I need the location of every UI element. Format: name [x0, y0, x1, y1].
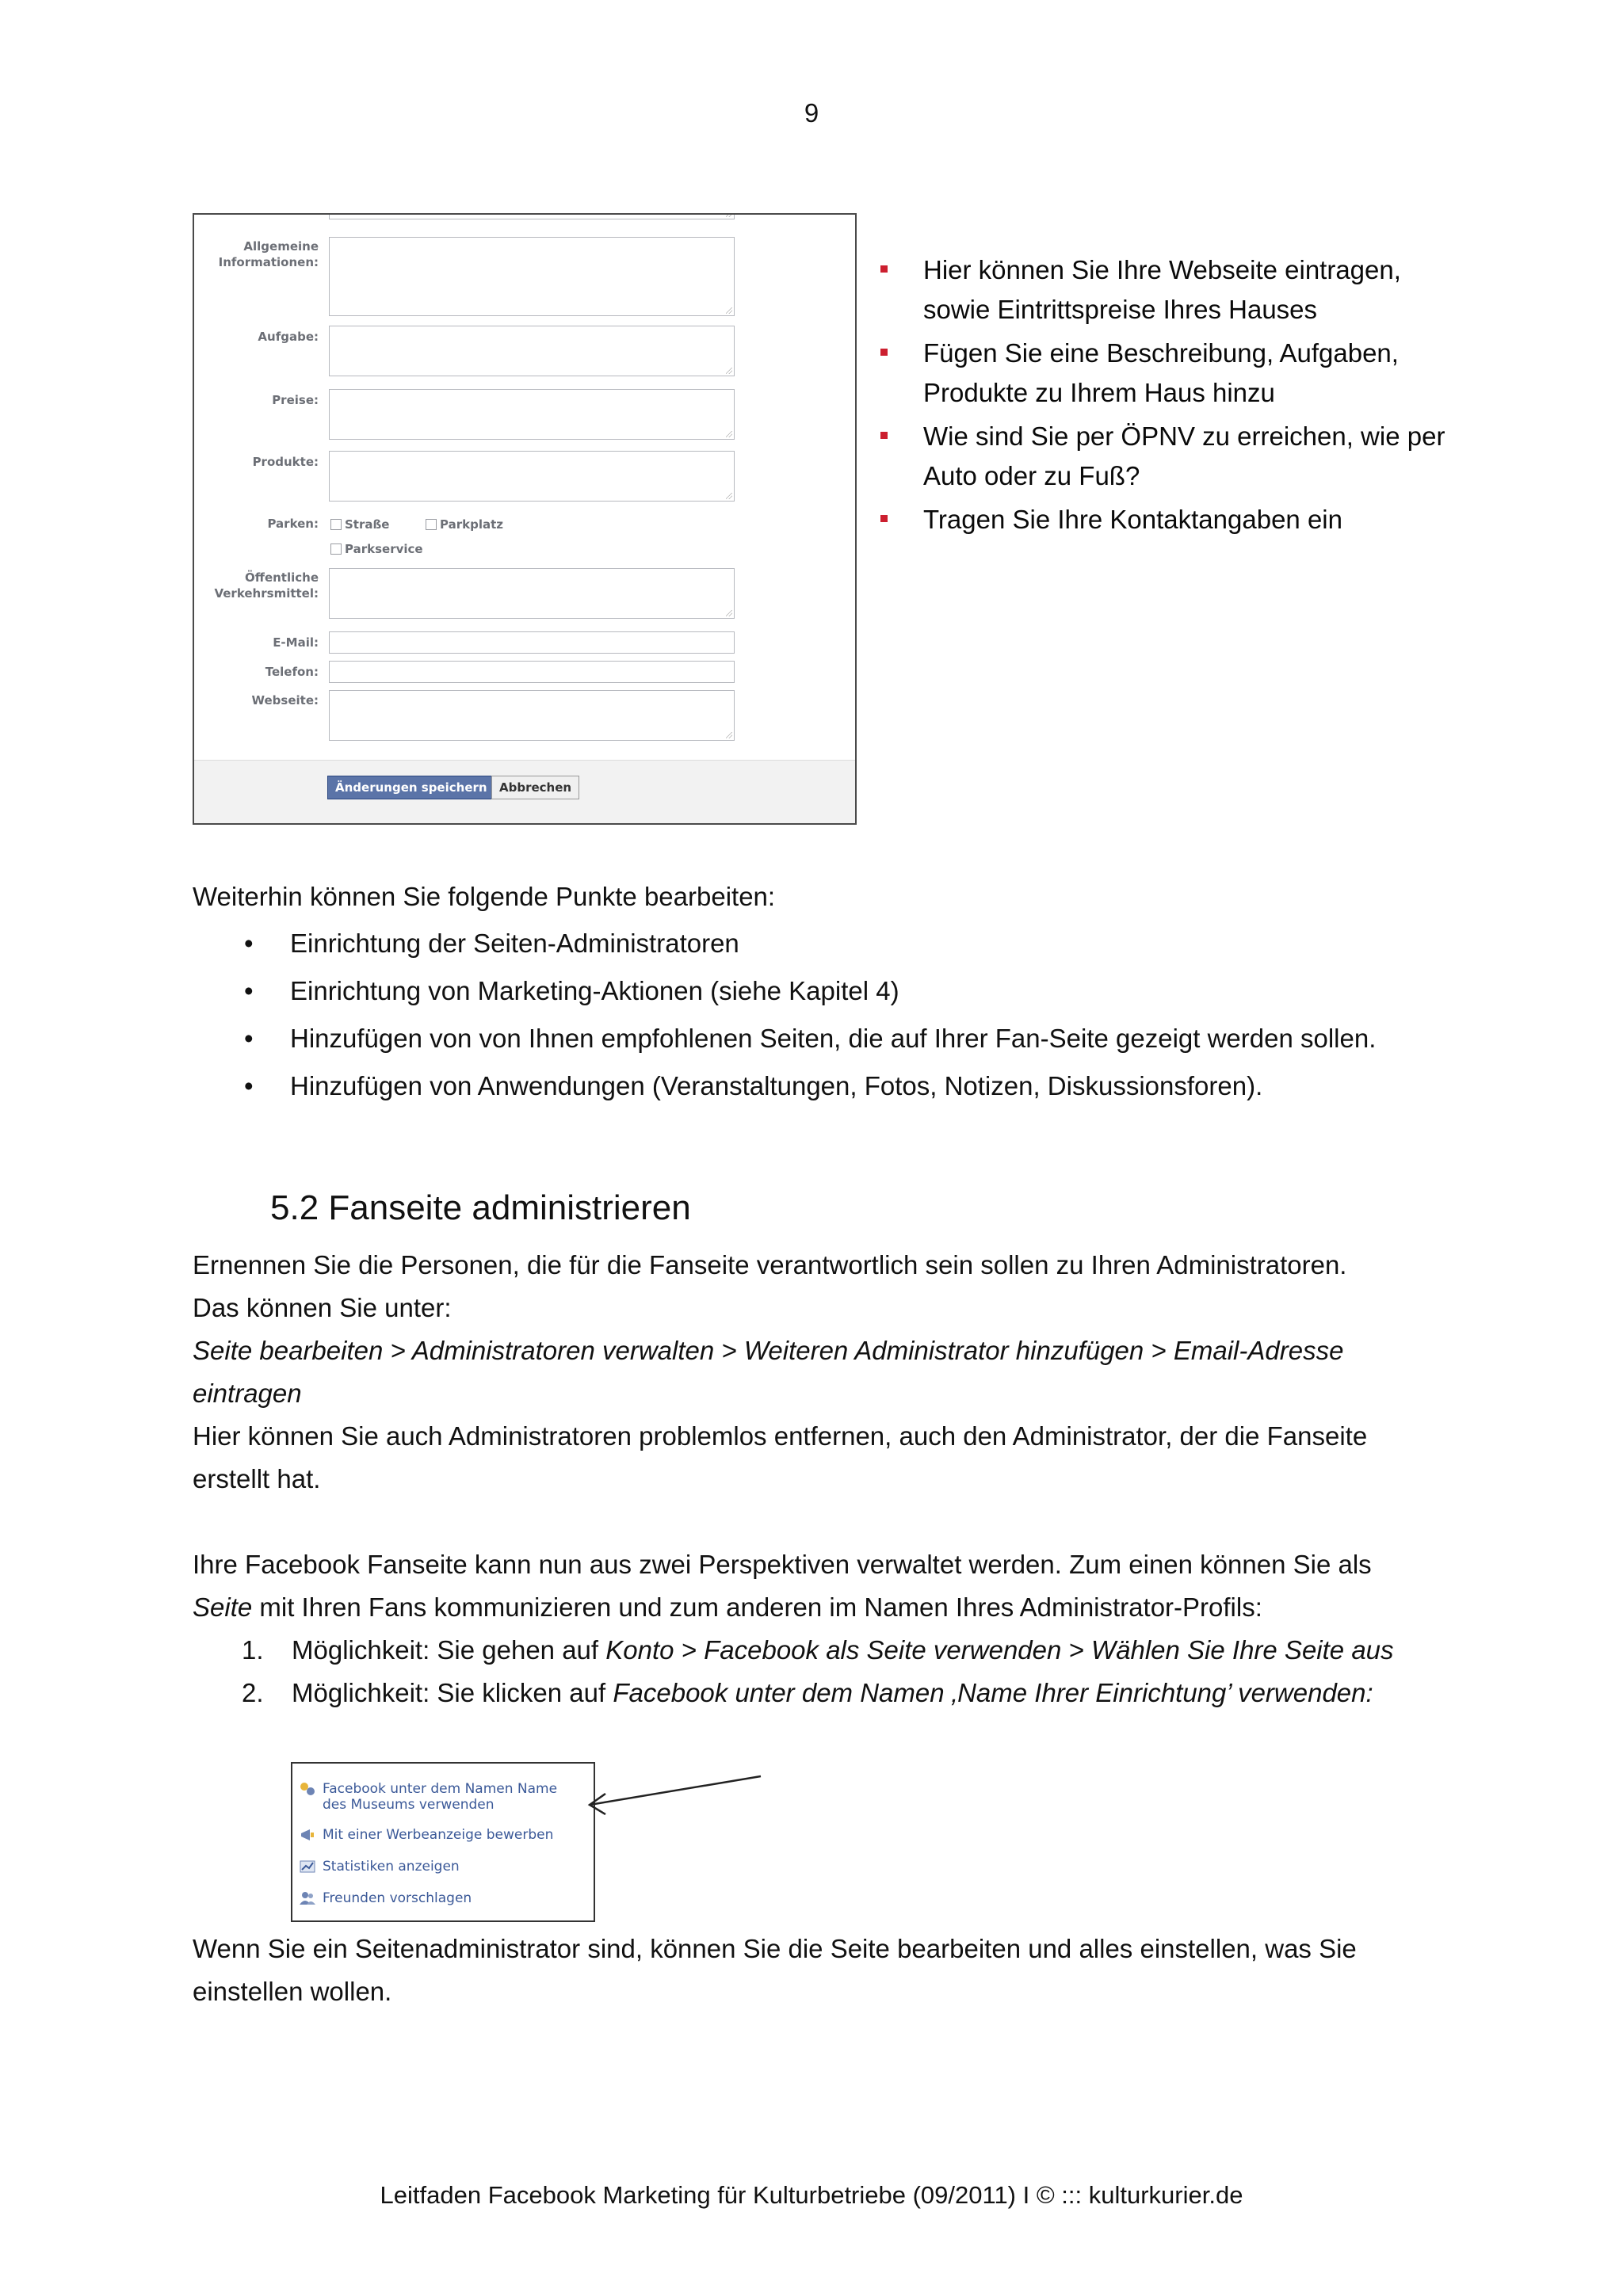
menu-item-use-as-page[interactable]: Facebook unter dem Namen Name des Museums verwenden: [299, 1781, 584, 1813]
label-parking: Parken:: [267, 517, 319, 531]
previous-field-textarea[interactable]: [329, 213, 735, 219]
swap-identity-icon: [299, 1781, 316, 1797]
page-footer: Leitfaden Facebook Marketing für Kulturbetriebe (09/2011) I © ::: kulturkurier.de: [380, 2181, 1243, 2209]
pointer-arrow-icon: [586, 1772, 769, 1819]
admin-line-3: Hier können Sie auch Administratoren problemlos entfernen, auch den Administrator, der die Fanseite erstellt hat.: [193, 1421, 1368, 1493]
intro-text: Weiterhin können Sie folgende Punkte bearbeiten:: [193, 882, 776, 911]
list-item: • Hinzufügen von Anwendungen (Veranstaltungen, Fotos, Notizen, Diskussionsforen).: [193, 1062, 1461, 1110]
side-notes-list: [878, 250, 1449, 543]
perspective-text-a: Ihre Facebook Fanseite kann nun aus zwei Perspektiven verwaltet werden. Zum einen können Sie als: [193, 1550, 1372, 1579]
admin-paragraph: [193, 1244, 1437, 1501]
perspective-paragraph: [193, 1543, 1437, 1629]
megaphone-icon: [299, 1827, 316, 1843]
label-task: Aufgabe:: [258, 330, 319, 344]
checkbox-icon: [330, 543, 342, 555]
admin-path: Seite bearbeiten > Administratoren verwalten > Weiteren Administrator hinzufügen > Email-Adresse eintragen: [193, 1336, 1344, 1408]
label-public-transport: Öffentliche Verkehrsmittel:: [214, 570, 319, 601]
side-note: Tragen Sie Ihre Kontaktangaben ein: [878, 500, 1449, 540]
list-item: • Einrichtung der Seiten-Administratoren: [193, 920, 1461, 967]
option-text: Möglichkeit: Sie klicken auf: [292, 1678, 613, 1707]
admin-line-2: Das können Sie unter:: [193, 1293, 452, 1322]
label-email: E-Mail:: [273, 635, 319, 650]
list-item: • Einrichtung von Marketing-Aktionen (siehe Kapitel 4): [193, 967, 1461, 1015]
label-website: Webseite:: [251, 693, 319, 707]
chart-icon: [299, 1859, 316, 1875]
parking-service-checkbox[interactable]: Parkservice: [330, 542, 423, 556]
email-input[interactable]: [329, 631, 735, 654]
form-screenshot: [193, 213, 857, 825]
options-list: [193, 1629, 1437, 1714]
menu-item-advertise[interactable]: Mit einer Werbeanzeige bewerben: [299, 1827, 553, 1843]
side-note: Hier können Sie Ihre Webseite eintragen, sowie Eintrittspreise Ihres Hauses: [878, 250, 1449, 330]
option-italic: Facebook unter dem Namen ‚Name Ihrer Einrichtung’ verwenden:: [613, 1678, 1373, 1707]
users-icon: [299, 1890, 316, 1906]
label-phone: Telefon:: [265, 665, 319, 679]
products-textarea[interactable]: [329, 451, 735, 502]
checkbox-icon: [426, 519, 437, 530]
label-prices: Preise:: [272, 393, 319, 407]
save-changes-button[interactable]: Änderungen speichern: [327, 776, 495, 799]
cancel-button[interactable]: Abbrechen: [491, 776, 579, 799]
option-number: 2.: [242, 1678, 264, 1707]
parking-street-checkbox[interactable]: Straße: [330, 517, 389, 532]
menu-item-statistics[interactable]: Statistiken anzeigen: [299, 1859, 460, 1875]
prices-textarea[interactable]: [329, 389, 735, 440]
menu-item-suggest-friends[interactable]: Freunden vorschlagen: [299, 1890, 472, 1906]
general-info-textarea[interactable]: [329, 237, 735, 316]
label-general-info: Allgemeine Informationen:: [218, 239, 319, 269]
closing-paragraph: Wenn Sie ein Seitenadministrator sind, können Sie die Seite bearbeiten und alles einstellen, was Sie einstellen wollen.: [193, 1934, 1357, 2006]
label-products: Produkte:: [252, 455, 319, 469]
option-item: [193, 1672, 1437, 1714]
list-item: • Hinzufügen von von Ihnen empfohlenen Seiten, die auf Ihrer Fan-Seite gezeigt werden sollen.: [193, 1015, 1461, 1062]
public-transport-textarea[interactable]: [329, 568, 735, 619]
task-textarea[interactable]: [329, 326, 735, 376]
page-number: 9: [804, 98, 819, 128]
side-note: Fügen Sie eine Beschreibung, Aufgaben, Produkte zu Ihrem Haus hinzu: [878, 334, 1449, 413]
checkbox-icon: [330, 519, 342, 530]
website-textarea[interactable]: [329, 690, 735, 741]
phone-input[interactable]: [329, 661, 735, 683]
perspective-italic: Seite: [193, 1592, 253, 1622]
side-note: Wie sind Sie per ÖPNV zu erreichen, wie per Auto oder zu Fuß?: [878, 417, 1449, 496]
section-heading: 5.2 Fanseite administrieren: [270, 1188, 691, 1227]
edit-points-list: [193, 920, 1461, 1110]
page-menu-screenshot: [291, 1762, 595, 1922]
parking-lot-checkbox[interactable]: Parkplatz: [426, 517, 503, 532]
option-italic: Konto > Facebook als Seite verwenden > Wählen Sie Ihre Seite aus: [605, 1635, 1394, 1665]
option-item: [193, 1629, 1437, 1672]
option-text: Möglichkeit: Sie gehen auf: [292, 1635, 606, 1665]
perspective-text-b: mit Ihren Fans kommunizieren und zum anderen im Namen Ihres Administrator-Profils:: [252, 1592, 1262, 1622]
admin-line-1: Ernennen Sie die Personen, die für die Fanseite verantwortlich sein sollen zu Ihren Administratoren.: [193, 1250, 1347, 1280]
option-number: 1.: [242, 1635, 264, 1665]
